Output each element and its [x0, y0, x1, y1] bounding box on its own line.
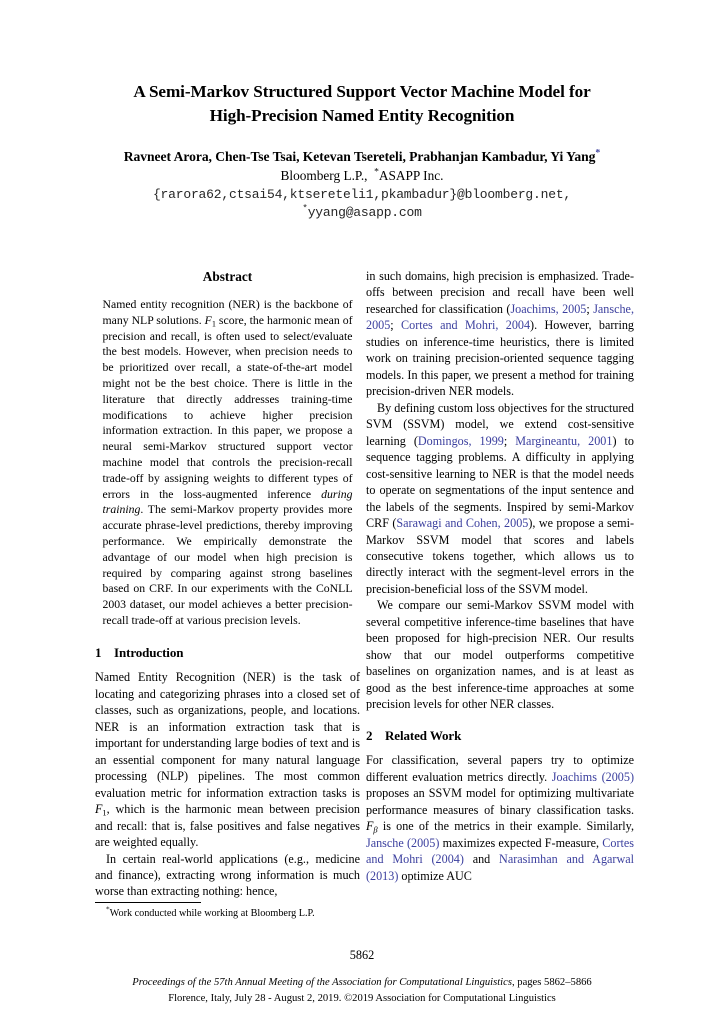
venue-line [0, 991, 724, 1007]
intro-paragraph-2 [95, 851, 360, 900]
footnote-text [95, 904, 360, 920]
email-line-primary[interactable]: {rarora62,ctsai54,ktsereteli1,pkambadur}@bloomberg.net, [152, 187, 572, 203]
citation-jansche[interactable]: Jansche [366, 835, 404, 850]
section-title-related-work: Related Work [385, 727, 462, 743]
abstract-italic-phrase: during training [102, 487, 353, 517]
intro-text-a: Named Entity Recognition (NER) is the task of locating and categorizing phrases into a closed set of classes, such as organizations, people, and locations. NER is an information extraction task that is important for understanding large bodies of text and is an essential component for many natural language processing (NLP) pipelines. The most common evaluation metric for information extraction tasks is [95, 670, 360, 800]
citation-sarawagi-cohen-2005[interactable]: Sarawagi and Cohen, 2005 [396, 516, 529, 531]
f1-metric-intro: $F_1$ [95, 802, 107, 818]
citation-jansche-year[interactable]: (2005) [407, 835, 440, 850]
citation-cortes-mohri[interactable]: Cortes and Mohri [366, 835, 634, 867]
citation-margineantu-2001[interactable]: Margineantu, 2001 [515, 433, 613, 448]
citation-joachims-2005[interactable]: Joachims, 2005 [510, 301, 587, 316]
citation-cortes-mohri-2004[interactable]: Cortes and Mohri, 2004 [401, 318, 531, 333]
abstract-text-a: Named entity recognition (NER) is the backbone of many NLP solutions. [102, 298, 353, 327]
abstract-text-b: score, the harmonic mean of precision and recall, is often used to select/evaluate the best models. However, when precision needs to be prioritized over recall, a state-of-the-art model might not be the best choice. There is little in the literature that directly addresses training-time modifications to achieve higher precision information extraction. In this paper, we propose a neural semi-Markov structured support vector machine model that controls the precision-recall trade-off by assigning weights to different types of errors in the loss-augmented inference [102, 313, 353, 501]
title-block [88, 80, 636, 129]
intro-text-p4c: ), we propose a semi-Markov SSVM model that scores and labels consecutive tokens together, which allows us to directly interact with the segment-level errors in the precision-beneficial loss of the SSVM model. [366, 516, 634, 596]
intro-text-p2: In certain real-world applications (e.g., medicine and finance), extracting wrong information is much worse than extracting nothing: hence, [95, 851, 360, 899]
author-names: Ravneet Arora, Chen-Tse Tsai, Ketevan Tsereteli, Prabhanjan Kambadur, Yi Yang [123, 149, 596, 164]
affiliation-footnote-marker-icon: * [374, 166, 379, 178]
section-heading-introduction [95, 644, 360, 662]
related-work-paragraph-1 [366, 752, 634, 884]
citation-joachims[interactable]: Joachims [551, 769, 597, 784]
venue-date: Florence, Italy, July 28 - August 2, 2019. [168, 993, 342, 1005]
page-number: 5862 [349, 948, 375, 962]
title-line-2: High-Precision Named Entity Recognition [209, 106, 515, 126]
section-title-introduction: Introduction [114, 644, 184, 660]
citation-narasimhan-agarwal-year[interactable]: (2013) [366, 868, 399, 883]
citation-cortes-mohri-year[interactable]: (2004) [431, 852, 464, 867]
proceedings-pages: , pages 5862–5866 [511, 977, 592, 988]
section-heading-related-work [366, 727, 634, 745]
citation-sep-1: ; [586, 301, 594, 316]
citation-joachims-year[interactable]: (2005) [601, 769, 634, 784]
f-beta-metric: $F_\beta$ [366, 819, 378, 835]
intro-text-p4b: ) to sequence tagging problems. A difficulty in applying cost-sensitive learning to NER is that the model needs to operate on segmentations of the input sentence and the labels of the segments. Inspired by semi-Markov CRF ( [366, 433, 634, 531]
related-text-f: optimize AUC [398, 868, 472, 883]
intro-text-p4a: By defining custom loss objectives for the structured SVM (SSVM) model, we extend cost-sensitive learning ( [366, 400, 634, 448]
related-text-a: For classification, several papers try to optimize different evaluation metrics directly. [366, 753, 634, 784]
proceedings-footer [0, 975, 724, 1008]
abstract-heading: Abstract [202, 269, 253, 284]
citation-jansche-2005[interactable]: Jansche, 2005 [366, 301, 634, 333]
related-text-b: proposes an SSVM model for optimizing multivariate performance measures of binary classification tasks. [366, 786, 634, 817]
right-column [366, 268, 634, 884]
page-title [88, 80, 636, 129]
intro-text-b: , which is the harmonic mean between precision and recall: that is, false positives and false negatives are weighted equally. [95, 802, 360, 850]
citation-sep-3: ; [503, 433, 516, 448]
copyright-symbol-icon: © [344, 993, 353, 1005]
intro-paragraph-5 [366, 597, 634, 712]
section-number-1: 1 [95, 644, 102, 660]
proceedings-title: Proceedings of the 57th Annual Meeting of the Association for Computational Linguistics [132, 977, 512, 988]
intro-text-p3b: ). However, barring studies on inference-time heuristics, there is limited work on training precision-oriented sequence tagging models. In this paper, we present a method for training precision-driven NER models. [366, 318, 634, 399]
intro-paragraph-3 [366, 268, 634, 400]
f1-metric: $F_1$ [204, 313, 216, 329]
footnote-marker-icon: * [106, 904, 110, 914]
intro-paragraph-1 [95, 669, 360, 850]
intro-paragraph-4 [366, 400, 634, 598]
citation-narasimhan-agarwal[interactable]: Narasimhan and Agarwal [499, 852, 634, 867]
email-footnote-marker-icon: * [302, 202, 308, 214]
author-footnote-marker-icon: * [595, 147, 601, 159]
author-list [88, 148, 636, 166]
abstract-body [103, 297, 353, 629]
footnote-block [95, 902, 360, 920]
proceedings-line [0, 975, 724, 991]
related-text-d: maximizes expected F-measure, [439, 835, 603, 850]
abstract-text-c: . The semi-Markov property provides more accurate phrase-level predictions, thereby improving performance. We empirically demonstrate the advantage of our model when high precision is required by comparing against strong baselines based on CRF. In our experiments with the CoNLL 2003 dataset, our model achieves a better precision-recall trade-off at various precision levels. [102, 503, 353, 627]
left-column [95, 268, 360, 900]
footnote-body: Work conducted while working at Bloomberg L.P. [109, 908, 315, 919]
intro-text-p3a: in such domains, high precision is emphasized. Trade-offs between precision and recall have been well researched for classification ( [366, 269, 634, 316]
related-text-c: is one of the metrics in their example. Similarly, [377, 819, 634, 834]
intro-text-p5: We compare our semi-Markov SSVM model with several competitive inference-time baselines that have been proposed for high-precision NER. Our results show that our model outperforms competitive baselines on organization names, and is at least as good as the best inference-time approaches at some precision levels for other NER classes. [366, 598, 634, 712]
affiliation-line [88, 167, 636, 186]
abstract-paragraph [103, 297, 353, 629]
email-secondary-text: yyang@asapp.com [307, 205, 422, 221]
email-line-secondary[interactable] [88, 204, 636, 223]
related-text-e: and [463, 852, 500, 867]
footnote-rule [95, 902, 201, 903]
affiliation-primary: Bloomberg L.P., [280, 168, 368, 184]
title-line-1: A Semi-Markov Structured Support Vector Machine Model for [133, 82, 591, 101]
citation-sep-2: ; [390, 318, 402, 333]
section-number-2: 2 [366, 727, 373, 743]
copyright-text: 2019 Association for Computational Linguistics [352, 993, 556, 1005]
citation-domingos-1999[interactable]: Domingos, 1999 [417, 433, 504, 448]
affiliation-secondary: ASAPP Inc. [378, 168, 444, 184]
authors-block [88, 148, 636, 223]
